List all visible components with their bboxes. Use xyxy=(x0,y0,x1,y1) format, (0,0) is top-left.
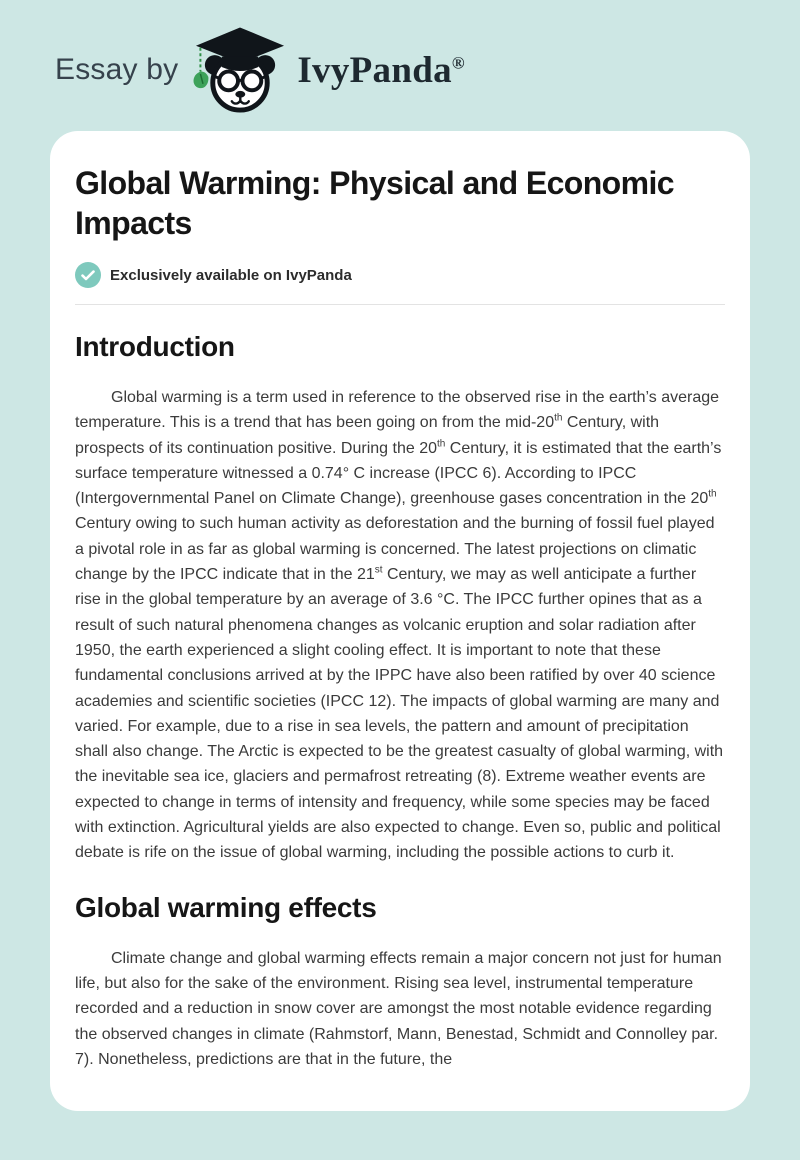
site-header xyxy=(0,0,800,116)
essay-card xyxy=(50,131,750,1111)
registered-mark: ® xyxy=(451,53,465,73)
section-introduction xyxy=(75,329,725,866)
brand-name: IvyPanda® xyxy=(297,49,465,91)
panda-graduate-logo-icon xyxy=(192,26,288,114)
section-heading-introduction: Introduction xyxy=(75,331,235,362)
availability-label: Exclusively available on IvyPanda xyxy=(110,266,352,284)
essay-by-label: Essay by xyxy=(55,53,179,86)
section-paragraph: Climate change and global warming effects remain a major concern not just for human life, but also for the sake of the environment. Rising sea level, instrumental temperature recorded and a reduction in snow cover are amongst the most notable evidence regarding the observed changes in climate (Rahmstorf, Mann, Benestad, Schmidt and Connolley par. 7). Nonetheless, predictions are that in the future, the xyxy=(75,949,722,1068)
ivypanda-logo-link[interactable] xyxy=(192,26,465,114)
section-global-warming-effects xyxy=(75,890,725,1072)
divider xyxy=(75,304,725,305)
section-paragraph: Global warming is a term used in reference to the observed rise in the earth’s average temperature. This is a trend that has been going on from the mid-20th Century, with prospects of its continuation positive. During the 20th Century, it is estimated that the earth’s surface temperature witnessed a 0.74° C increase (IPCC 6). According to IPCC (Intergovernmental Panel on Climate Change), greenhouse gases concentration in the 20th Century owing to such human activity as deforestation and the burning of fossil fuel played a pivotal role in as far as global warming is concerned. The latest projections on climatic change by the IPCC indicate that in the 21st Century, we may as well anticipate a further rise in the global temperature by an average of 3.6 °C. The IPCC further opines that as a result of such natural phenomena changes as volcanic eruption and solar radiation after 1950, the earth experienced a slight cooling effect. It is important to note that these fundamental conclusions arrived at by the IPPC have also been ratified by over 40 science academies and scientific societies (IPCC 12). The impacts of global warming are many and varied. For example, due to a rise in sea levels, the pattern and amount of precipitation shall also change. The Arctic is expected to be the greatest casualty of global warming, with the inevitable sea ice, glaciers and permafrost retreating (8). Extreme weather events are expected to change in terms of intensity and frequency, while some species may be faced with extinction. Agricultural yields are also expected to change. Even so, public and political debate is rife on the issue of global warming, including the possible actions to curb it. xyxy=(75,389,724,862)
section-heading-global-warming-effects: Global warming effects xyxy=(75,891,377,923)
availability-badge xyxy=(75,262,725,288)
essay-title: Global Warming: Physical and Economic Impacts xyxy=(75,165,674,241)
checkmark-icon xyxy=(75,262,101,288)
